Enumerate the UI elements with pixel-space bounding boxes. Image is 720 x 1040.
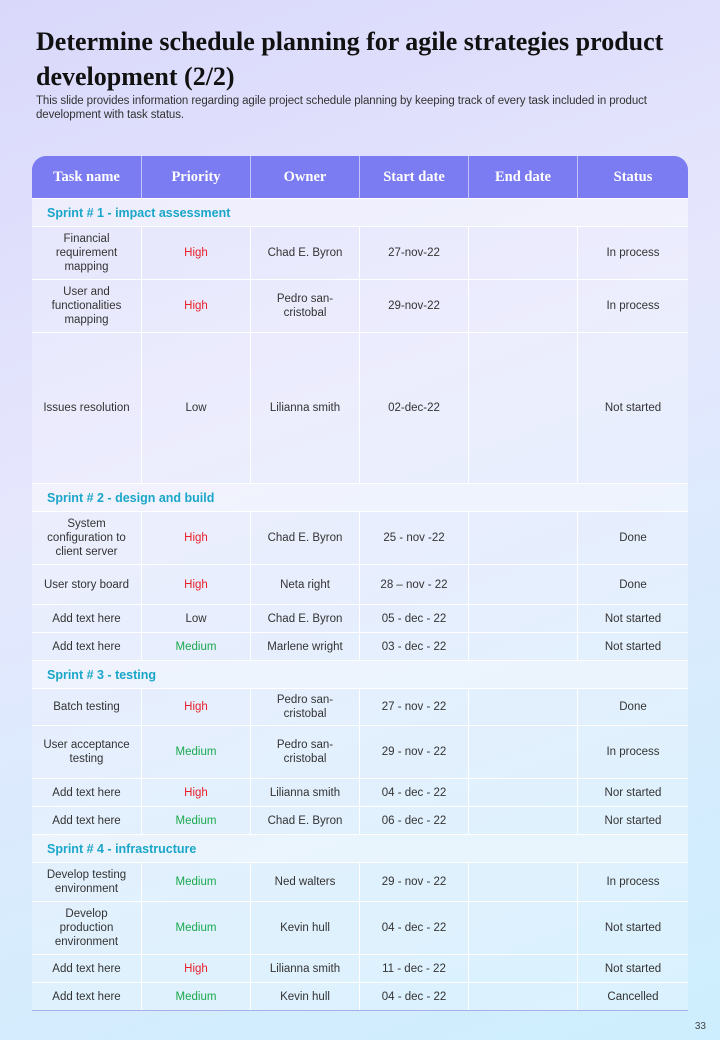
end-date-cell (469, 512, 578, 564)
priority-cell: Medium (142, 902, 251, 954)
status-cell: Done (619, 701, 647, 713)
table-row (32, 982, 688, 1010)
status-cell: In process (606, 876, 660, 888)
start-date-cell: 28 – nov - 22 (360, 565, 469, 604)
start-date-cell: 05 - dec - 22 (360, 605, 469, 632)
header-owner: Owner (251, 156, 360, 198)
end-date-cell (469, 902, 578, 954)
owner-cell: Ned walters (251, 863, 360, 901)
end-date-cell (469, 779, 578, 806)
end-date-cell (469, 633, 578, 660)
status-cell: Not started (604, 962, 662, 975)
end-date-cell (469, 565, 578, 604)
status-cell: Not started (604, 402, 662, 414)
end-date-cell (469, 726, 578, 778)
owner-cell: Chad E. Byron (251, 605, 360, 632)
start-date-cell: 04 - dec - 22 (360, 983, 469, 1010)
priority-cell: Medium (142, 863, 251, 901)
task-name-cell: Develop production environment (32, 902, 142, 954)
start-date-cell: 06 - dec - 22 (360, 807, 469, 834)
start-date-cell: 04 - dec - 22 (360, 902, 469, 954)
header-task-name: Task name (32, 156, 142, 198)
status-cell: Done (619, 532, 647, 544)
sprint-heading: Sprint # 2 - design and build (32, 483, 688, 511)
task-name-cell: Financial requirement mapping (32, 227, 142, 279)
owner-cell: Neta right (251, 565, 360, 604)
status-cell: Not started (604, 640, 662, 653)
priority-cell: High (142, 779, 251, 806)
owner-cell: Marlene wright (251, 633, 360, 660)
table-header-row (32, 156, 688, 198)
owner-cell: Pedro san-cristobal (251, 280, 360, 332)
owner-cell: Lilianna smith (251, 779, 360, 806)
start-date-cell: 03 - dec - 22 (360, 633, 469, 660)
priority-cell: High (142, 227, 251, 279)
task-name-cell: User and functionalities mapping (32, 280, 142, 332)
table-row (32, 688, 688, 725)
owner-cell: Chad E. Byron (251, 512, 360, 564)
table-row (32, 725, 688, 778)
start-date-cell: 29-nov-22 (360, 280, 469, 332)
owner-cell: Lilianna smith (251, 333, 360, 483)
end-date-cell (469, 807, 578, 834)
table-row (32, 279, 688, 332)
header-priority: Priority (142, 156, 251, 198)
priority-cell: Medium (142, 983, 251, 1010)
owner-cell: Kevin hull (251, 902, 360, 954)
header-status: Status (613, 168, 653, 185)
table-body (32, 198, 688, 1011)
end-date-cell (469, 689, 578, 725)
page-title: Determine schedule planning for agile strategies product development (2/2) (36, 27, 664, 91)
priority-cell: High (142, 689, 251, 725)
owner-cell: Kevin hull (251, 983, 360, 1010)
owner-cell: Chad E. Byron (251, 807, 360, 834)
schedule-table (32, 156, 688, 1011)
priority-cell: Medium (142, 726, 251, 778)
status-cell: Not started (604, 612, 662, 625)
table-row (32, 604, 688, 632)
task-name-cell: Develop testing environment (32, 863, 142, 901)
end-date-cell (469, 280, 578, 332)
start-date-cell: 25 - nov -22 (360, 512, 469, 564)
table-row (32, 332, 688, 483)
task-name-cell: Add text here (32, 633, 142, 660)
priority-cell: Low (142, 333, 251, 483)
owner-cell: Lilianna smith (251, 955, 360, 982)
table-row (32, 862, 688, 901)
status-cell: Nor started (604, 814, 662, 827)
page-subtitle: This slide provides information regarding agile project schedule planning by keeping track of every task included in product development with task status. (36, 95, 647, 121)
task-name-cell: System configuration to client server (32, 512, 142, 564)
table-row (32, 226, 688, 279)
sprint-heading: Sprint # 3 - testing (32, 660, 688, 688)
task-name-cell: Issues resolution (32, 333, 142, 483)
start-date-cell: 04 - dec - 22 (360, 779, 469, 806)
table-row (32, 954, 688, 982)
start-date-cell: 11 - dec - 22 (360, 955, 469, 982)
priority-cell: High (142, 512, 251, 564)
end-date-cell (469, 227, 578, 279)
status-cell: In process (606, 247, 660, 259)
start-date-cell: 02-dec-22 (360, 333, 469, 483)
owner-cell: Pedro san-cristobal (251, 726, 360, 778)
sprint-heading: Sprint # 4 - infrastructure (32, 834, 688, 862)
priority-cell: Low (142, 605, 251, 632)
status-cell: In process (606, 746, 660, 758)
end-date-cell (469, 983, 578, 1010)
priority-cell: Medium (142, 633, 251, 660)
status-cell: In process (606, 300, 660, 312)
status-cell: Cancelled (607, 990, 659, 1003)
task-name-cell: Add text here (32, 605, 142, 632)
header-end-date: End date (469, 156, 578, 198)
start-date-cell: 27 - nov - 22 (360, 689, 469, 725)
task-name-cell: Batch testing (32, 689, 142, 725)
table-row (32, 564, 688, 604)
task-name-cell: User story board (32, 565, 142, 604)
table-row (32, 901, 688, 954)
end-date-cell (469, 333, 578, 483)
priority-cell: High (142, 280, 251, 332)
status-cell: Not started (604, 922, 662, 934)
task-name-cell: Add text here (32, 807, 142, 834)
status-cell: Nor started (604, 786, 662, 799)
owner-cell: Pedro san-cristobal (251, 689, 360, 725)
page-number: 33 (694, 1021, 706, 1032)
table-row (32, 778, 688, 806)
end-date-cell (469, 605, 578, 632)
start-date-cell: 27-nov-22 (360, 227, 469, 279)
task-name-cell: Add text here (32, 983, 142, 1010)
status-cell: Done (619, 578, 647, 591)
owner-cell: Chad E. Byron (251, 227, 360, 279)
priority-cell: Medium (142, 807, 251, 834)
priority-cell: High (142, 955, 251, 982)
start-date-cell: 29 - nov - 22 (360, 726, 469, 778)
table-row (32, 632, 688, 660)
task-name-cell: User acceptance testing (32, 726, 142, 778)
task-name-cell: Add text here (32, 955, 142, 982)
priority-cell: High (142, 565, 251, 604)
header-start-date: Start date (360, 156, 469, 198)
start-date-cell: 29 - nov - 22 (360, 863, 469, 901)
end-date-cell (469, 955, 578, 982)
task-name-cell: Add text here (32, 779, 142, 806)
end-date-cell (469, 863, 578, 901)
table-row (32, 806, 688, 834)
table-row (32, 511, 688, 564)
sprint-heading: Sprint # 1 - impact assessment (32, 198, 688, 226)
